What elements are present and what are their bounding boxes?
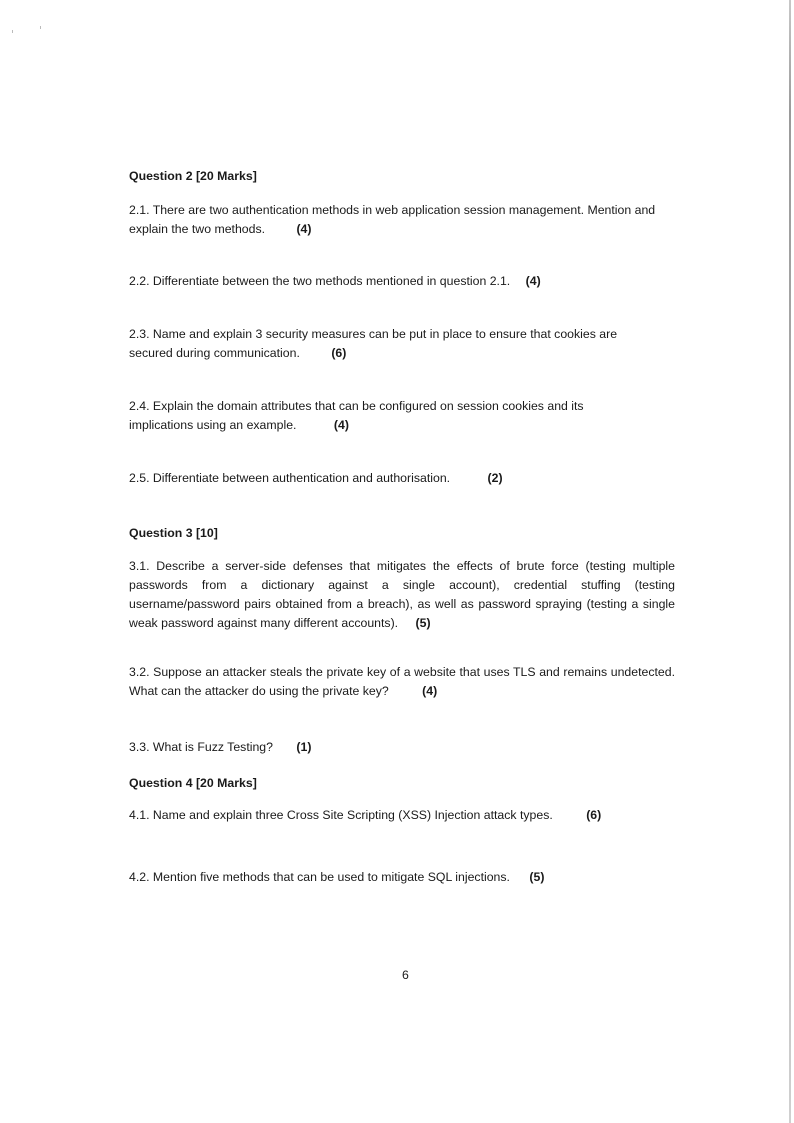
question-text: 2.1. There are two authentication methods in web application session management. Mention and explain the two methods.	[129, 203, 656, 236]
question-marks: (1)	[296, 740, 312, 754]
question-text: 3.3. What is Fuzz Testing?	[129, 740, 273, 754]
question-3-1	[129, 557, 675, 633]
scan-speck	[12, 30, 13, 33]
question-marks: (4)	[296, 222, 312, 236]
question-marks: (2)	[487, 471, 503, 485]
section-heading-question-3: Question 3 [10]	[129, 526, 218, 540]
question-3-3	[129, 738, 311, 757]
question-marks: (4)	[333, 418, 349, 432]
question-text: 4.1. Name and explain three Cross Site Scripting (XSS) Injection attack types.	[129, 808, 553, 822]
question-2-5	[129, 469, 689, 488]
question-2-3	[129, 325, 659, 363]
section-heading-question-2: Question 2 [20 Marks]	[129, 169, 257, 183]
page-edge-shadow	[789, 0, 791, 1123]
question-marks: (4)	[422, 684, 438, 698]
question-2-1	[129, 201, 669, 239]
question-text: 3.2. Suppose an attacker steals the private key of a website that uses TLS and remains undetected. What can the attacker do using the private key?	[129, 665, 675, 698]
question-marks: (5)	[415, 616, 431, 630]
question-text: 4.2. Mention five methods that can be used to mitigate SQL injections.	[129, 870, 510, 884]
scan-speck	[40, 26, 41, 29]
question-marks: (5)	[529, 870, 545, 884]
question-text: 2.2. Differentiate between the two methods mentioned in question 2.1.	[129, 274, 511, 288]
question-marks: (6)	[331, 346, 347, 360]
question-2-4	[129, 397, 639, 435]
question-text: 2.3. Name and explain 3 security measures can be put in place to ensure that cookies are secured during communication.	[129, 327, 618, 360]
question-2-2	[129, 272, 689, 291]
question-marks: (6)	[586, 808, 602, 822]
question-4-2	[129, 868, 689, 887]
question-4-1	[129, 806, 689, 825]
question-text: 3.1. Describe a server-side defenses that mitigates the effects of brute force (testing multiple passwords from a dictionary against a single account), credential stuffing (testing username/password pairs obtained from a breach), as well as password spraying (testing a single weak password against many different accounts).	[129, 559, 675, 630]
question-text: 2.4. Explain the domain attributes that can be configured on session cookies and its implications using an example.	[129, 399, 584, 432]
question-text: 2.5. Differentiate between authentication and authorisation.	[129, 471, 451, 485]
section-heading-question-4: Question 4 [20 Marks]	[129, 776, 257, 790]
page-number: 6	[402, 968, 409, 982]
question-3-2	[129, 663, 675, 701]
question-marks: (4)	[525, 274, 541, 288]
